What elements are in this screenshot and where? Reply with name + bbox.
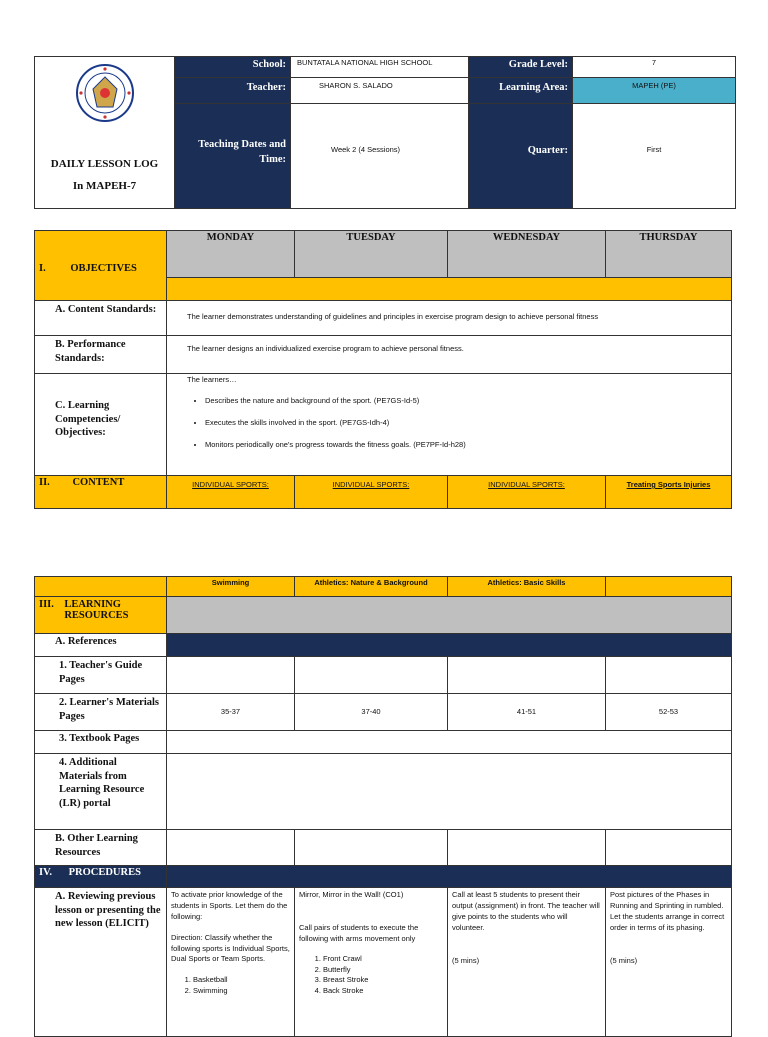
topic-wednesday: Athletics: Basic Skills [448, 577, 606, 597]
content-monday: INDIVIDUAL SPORTS: [167, 476, 295, 509]
review-tuesday-instruction: Call pairs of students to execute the following with arms movement only [299, 922, 419, 943]
references-band [167, 634, 732, 657]
dll-title: DAILY LESSON LOG [50, 158, 159, 170]
content-label: CONTENT [72, 477, 125, 488]
lm-thursday: 52-53 [606, 694, 732, 731]
competencies-list [187, 396, 727, 451]
day-thursday: THURSDAY [606, 231, 732, 278]
review-tuesday-title: Mirror, Mirror in the Wall! (CO1) [299, 890, 404, 899]
topic-thursday [606, 577, 732, 597]
content-wednesday: INDIVIDUAL SPORTS: [448, 476, 606, 509]
tg-monday [167, 657, 295, 694]
review-monday-intro: To activate prior knowledge of the students in Sports. Let them do the following: [171, 890, 288, 921]
textbook-cell [167, 731, 732, 754]
review-tuesday [295, 888, 448, 1037]
day-tuesday: TUESDAY [295, 231, 448, 278]
content-heading [35, 476, 167, 509]
review-monday-direction: Direction: Classify whether the following sports is Individual Sports, Dual Sports or Team Sports. [171, 932, 290, 964]
tg-thursday [606, 657, 732, 694]
day-monday: MONDAY [167, 231, 295, 278]
lm-wednesday: 41-51 [448, 694, 606, 731]
review-thursday-time: (5 mins) [610, 955, 638, 965]
performance-standards-text: The learner designs an individualized exercise program to achieve personal fitness. [167, 336, 732, 374]
lm-tuesday: 37-40 [295, 694, 448, 731]
competencies-intro: The learners… [187, 375, 237, 384]
dll-subtitle: In MAPEH-7 [72, 180, 137, 192]
procedures-label: PROCEDURES [68, 867, 141, 878]
topic-spacer [35, 577, 167, 597]
procedures-num: IV. [39, 867, 52, 878]
list-item: 2. Swimming [193, 986, 291, 997]
textbook-label: 3. Textbook Pages [35, 731, 167, 754]
review-thursday-text: Post pictures of the Phases in Running and Sprinting in rumbled. Let the students arrange in correct order in terms of its phasing. [610, 890, 725, 932]
review-wednesday-text: Call at least 5 students to present their output (assignment) in front. The teacher will give points to the students who will volunteer. [452, 890, 600, 932]
quarter-label: Quarter: [469, 104, 573, 209]
additional-label: 4. Additional Materials from Learning Resource (LR) portal [35, 754, 167, 830]
content-tuesday: INDIVIDUAL SPORTS: [295, 476, 448, 509]
review-wednesday [448, 888, 606, 1037]
resources-gray-band [167, 597, 732, 634]
content-standards-text: The learner demonstrates understanding of guidelines and principles in exercise program design to achieve personal fitness [167, 301, 732, 336]
review-monday [167, 888, 295, 1037]
references-label: A. References [35, 634, 167, 657]
teacher-value: SHARON S. SALADO [291, 78, 469, 104]
resources-num: III. [39, 599, 54, 610]
list-item: 3. Breast Stroke [323, 975, 444, 986]
topic-tuesday: Athletics: Nature & Background [295, 577, 448, 597]
school-label: School: [175, 57, 291, 78]
procedures-band [167, 866, 732, 888]
list-item: 2. Butterfly [323, 965, 444, 976]
review-tuesday-list [299, 954, 444, 998]
dates-value: Week 2 (4 Sessions) [291, 104, 469, 209]
content-num: II. [39, 477, 50, 488]
other-thursday [606, 830, 732, 866]
deped-seal-cell [35, 57, 175, 209]
additional-cell [167, 754, 732, 830]
topic-monday: Swimming [167, 577, 295, 597]
area-value: MAPEH (PE) [573, 78, 736, 104]
grade-label: Grade Level: [469, 57, 573, 78]
list-item: 4. Back Stroke [323, 986, 444, 997]
competency-item: • Executes the skills involved in the sport. (PE7GS-Idh-4) [205, 418, 727, 429]
competency-item: • Monitors periodically one's progress towards the fitness goals. (PE7PF-Id-h28) [205, 440, 727, 451]
competencies-label: C. Learning Competencies/ Objectives: [35, 374, 167, 476]
resources-table [34, 576, 732, 1037]
objectives-label: OBJECTIVES [70, 263, 137, 274]
tg-label: 1. Teacher's Guide Pages [35, 657, 167, 694]
other-wednesday [448, 830, 606, 866]
list-item: 1. Front Crawl [323, 954, 444, 965]
quarter-value: First [573, 104, 736, 209]
deped-seal-icon [75, 63, 135, 123]
review-monday-list [171, 975, 291, 997]
other-label: B. Other Learning Resources [35, 830, 167, 866]
lm-monday: 35-37 [167, 694, 295, 731]
area-label: Learning Area: [469, 78, 573, 104]
list-item: 1. Basketball [193, 975, 291, 986]
review-wednesday-time: (5 mins) [452, 955, 480, 965]
competency-item: • Describes the nature and background of the sport. (PE7GS-Id-5) [205, 396, 727, 407]
procedures-heading [35, 866, 167, 888]
other-monday [167, 830, 295, 866]
resources-label: LEARNING RESOURCES [64, 599, 129, 621]
performance-standards-label: B. Performance Standards: [35, 336, 167, 374]
day-wednesday: WEDNESDAY [448, 231, 606, 278]
content-standards-label: A. Content Standards: [35, 301, 167, 336]
header-table [34, 56, 736, 209]
objectives-heading [35, 231, 167, 301]
dates-label: Teaching Dates and Time: [175, 104, 291, 209]
review-thursday [606, 888, 732, 1037]
objectives-yellow-band [167, 278, 732, 301]
content-thursday: Treating Sports Injuries [606, 476, 732, 509]
competencies-cell [167, 374, 732, 476]
other-tuesday [295, 830, 448, 866]
lm-label: 2. Learner's Materials Pages [35, 694, 167, 731]
grade-value: 7 [573, 57, 736, 78]
objectives-table [34, 230, 732, 509]
review-label: A. Reviewing previous lesson or presenting the new lesson (ELICIT) [35, 888, 167, 1037]
teacher-label: Teacher: [175, 78, 291, 104]
resources-heading [35, 597, 167, 634]
objectives-num: I. [39, 263, 46, 274]
tg-wednesday [448, 657, 606, 694]
school-value: BUNTATALA NATIONAL HIGH SCHOOL [291, 57, 469, 78]
tg-tuesday [295, 657, 448, 694]
